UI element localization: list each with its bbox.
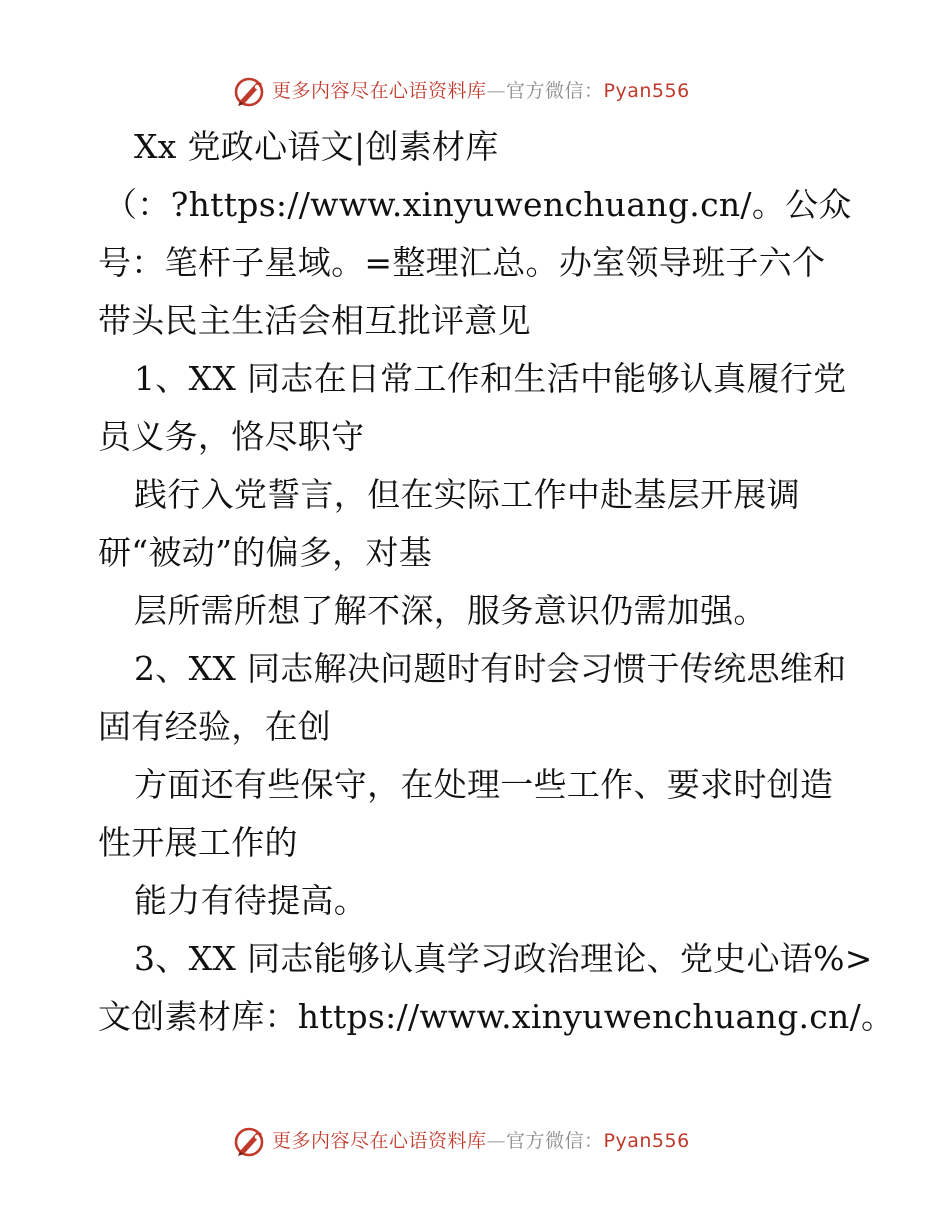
- text-line: 员义务，恪尽职守: [98, 417, 365, 456]
- banner-main-text: 更多内容尽在心语资料库: [272, 1129, 487, 1152]
- text-line: 带头民主生活会相互批评意见: [98, 301, 531, 340]
- banner-text: [272, 79, 690, 102]
- text-line: 性开展工作的: [98, 823, 298, 862]
- text-line: 层所需所想了解不深，服务意识仍需加强。: [134, 591, 767, 630]
- banner-official-label: 官方微信：: [506, 1129, 604, 1152]
- text-line: 能力有待提高。: [134, 881, 368, 920]
- pen-logo-icon: [232, 1123, 268, 1159]
- text-line: 3、XX 同志能够认真学习政治理论、党史心语%>: [134, 939, 873, 978]
- banner-main-text: 更多内容尽在心语资料库: [272, 79, 487, 102]
- text-line: 文创素材库：https://www.xinyuwenchuang.cn/。: [98, 997, 895, 1036]
- text-line: 2、XX 同志解决问题时有时会习惯于传统思维和: [134, 649, 847, 688]
- text-line: 践行入党誓言，但在实际工作中赴基层开展调: [134, 475, 800, 514]
- text-line: 固有经验，在创: [98, 707, 332, 746]
- text-line: 方面还有些保守，在处理一些工作、要求时创造: [134, 765, 834, 804]
- text-line: 1、XX 同志在日常工作和生活中能够认真履行党: [134, 359, 847, 398]
- footer-watermark-banner: [232, 1121, 690, 1161]
- text-line: 号：笔杆子星域。=整理汇总。办室领导班子六个: [98, 243, 826, 282]
- document-body: [98, 118, 898, 1046]
- header-watermark-banner: [232, 71, 690, 111]
- text-line: （：?https://www.xinyuwenchuang.cn/。公众: [104, 185, 852, 224]
- pen-logo-icon: [232, 73, 268, 109]
- document-title-line: Xx 党政心语文|创素材库: [134, 127, 499, 166]
- text-line: 研“被动”的偏多，对基: [98, 533, 433, 572]
- banner-text: [272, 1129, 690, 1152]
- banner-separator: —: [486, 1129, 507, 1152]
- banner-account: Pyan556: [603, 79, 690, 102]
- banner-separator: —: [486, 79, 507, 102]
- banner-official-label: 官方微信：: [506, 79, 604, 102]
- banner-account: Pyan556: [603, 1129, 690, 1152]
